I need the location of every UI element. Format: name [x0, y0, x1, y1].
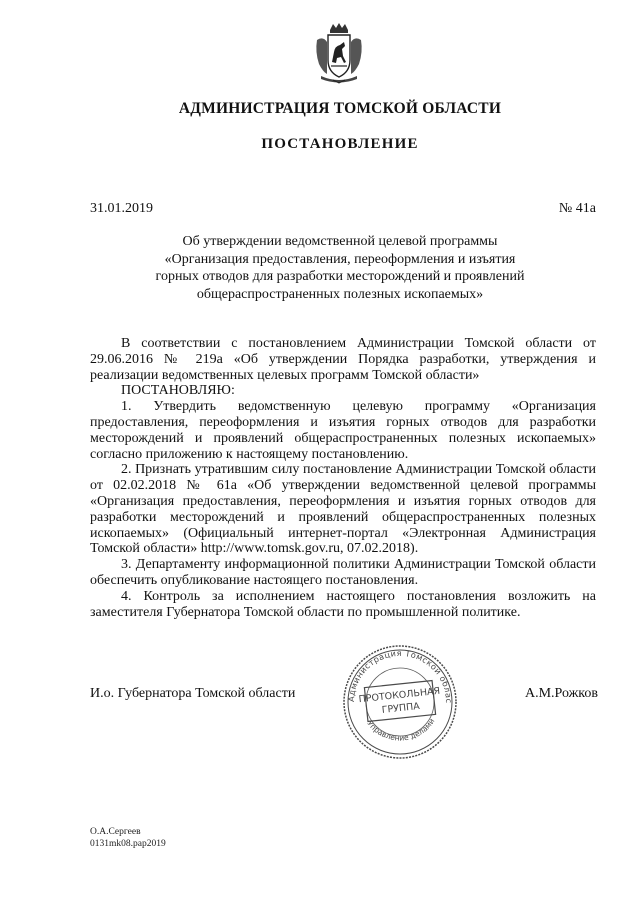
document-date: 31.01.2019 — [90, 201, 153, 216]
subject-line: горных отводов для разработки месторождений и проявлений — [155, 269, 525, 284]
clause-paragraph: 2. Признать утратившим силу постановление Администрации Томской области от 02.02.2018 № 61а «Об утверждении ведомственной целевой программы «Организация предоставления, переоформления и изъятия горных отводов для разработки месторождений и проявлений общераспространенных полезных ископаемых» (Официальный интернет-портал «Электронная Администрация Томской области» http://www.tomsk.gov.ru, 07.02.2018). — [90, 462, 596, 557]
signer-name: А.М.Рожков — [524, 686, 598, 701]
stamp-ring-text: Администрация Томской облас — [345, 647, 455, 704]
clause-paragraph: 1. Утвердить ведомственную целевую программу «Организация предоставления, переоформления и изъятия горных отводов для разработки месторождений и проявлений общераспространенных полезных ископаемых» согласно приложению к настоящему постановлению. — [90, 399, 596, 462]
stamp-center-line-1: ПРОТОКОЛЬНАЯ — [358, 685, 441, 706]
official-stamp — [336, 640, 464, 760]
document-body — [90, 336, 596, 620]
document-type: ПОСТАНОВЛЕНИЕ — [261, 136, 419, 152]
signer-position: И.о. Губернатора Томской области — [90, 686, 296, 701]
document-subject — [120, 233, 560, 303]
clause-paragraph: 3. Департаменту информационной политики Администрации Томской области обеспечить опубликование настоящего постановления. — [90, 557, 596, 588]
footer-author: О.А.Сергеев — [90, 827, 141, 837]
clause-paragraph: 4. Контроль за исполнением настоящего постановления возложить на заместителя Губернатора Томской области по промышленной политике. — [90, 588, 596, 620]
subject-line: «Организация предоставления, переоформления и изъятия — [164, 251, 516, 267]
preamble-paragraph: В соответствии с постановлением Администрации Томской области от 29.06.2016 № 219а «Об утверждении Порядка разработки, утверждения и реализации ведомственных целевых программ Томской области» — [90, 336, 596, 383]
organization-title: АДМИНИСТРАЦИЯ ТОМСКОЙ ОБЛАСТИ — [178, 100, 502, 117]
subject-line: Об утверждении ведомственной целевой программы — [182, 234, 498, 249]
stamp-center-line-2: ГРУППА — [381, 700, 421, 716]
document-number: № 41а — [558, 201, 596, 216]
tomsk-coat-of-arms-icon — [313, 22, 365, 84]
subject-line: общераспространенных полезных ископаемых» — [196, 286, 484, 302]
stamp-bottom-text: Управление делами — [365, 716, 437, 743]
footer-file-code: 0131mk08.pap2019 — [90, 839, 166, 849]
document-footer — [90, 826, 166, 850]
decree-heading: ПОСТАНОВЛЯЮ: — [121, 383, 235, 399]
